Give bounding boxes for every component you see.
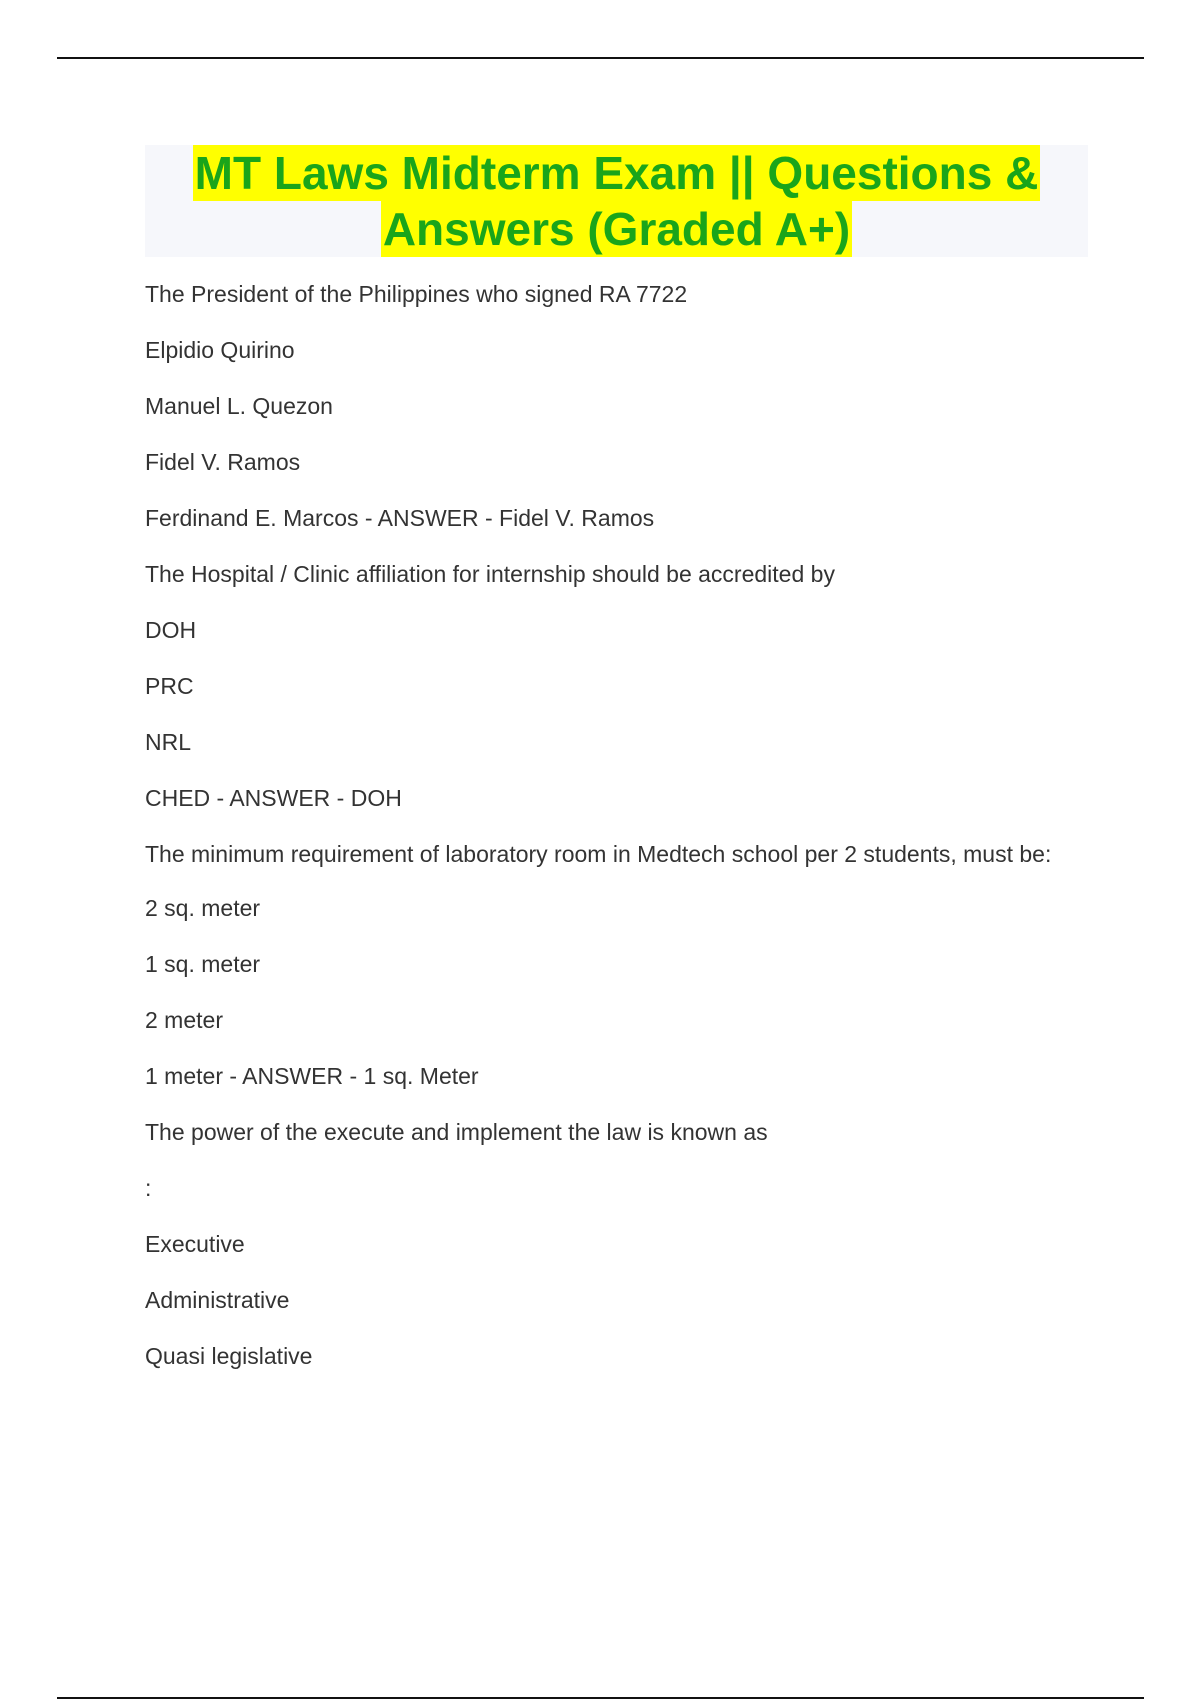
title-line-1: MT Laws Midterm Exam || Questions & — [194, 147, 1039, 199]
choice-text: Elpidio Quirino — [145, 337, 295, 363]
choice-text: PRC — [145, 673, 194, 699]
choice-text: Manuel L. Quezon — [145, 393, 333, 419]
choice-text: 2 sq. meter — [145, 895, 261, 921]
colon-line: : — [145, 1175, 152, 1201]
bottom-rule — [57, 1697, 1144, 1699]
choice-text: 1 sq. meter — [145, 951, 261, 977]
choice-text: Fidel V. Ramos — [145, 449, 301, 475]
choice-text: NRL — [145, 729, 192, 755]
question-text: The President of the Philippines who signed RA 7722 — [145, 281, 688, 307]
title-line-2: Answers (Graded A+) — [382, 203, 851, 255]
answer-line: Ferdinand E. Marcos - ANSWER - Fidel V. Ramos — [145, 505, 655, 531]
question-text: The minimum requirement of laboratory room in Medtech school per 2 students, must be: — [145, 841, 1052, 867]
answer-line: 1 meter - ANSWER - 1 sq. Meter — [145, 1063, 479, 1089]
choice-text: DOH — [145, 617, 197, 643]
choice-text: Executive — [145, 1231, 245, 1257]
choice-text: Administrative — [145, 1287, 290, 1313]
question-text: The power of the execute and implement the law is known as — [145, 1119, 768, 1145]
choice-text: Quasi legislative — [145, 1343, 313, 1369]
document-title — [145, 145, 1088, 257]
question-text: The Hospital / Clinic affiliation for internship should be accredited by — [145, 561, 835, 587]
answer-line: CHED - ANSWER - DOH — [145, 785, 402, 811]
choice-text: 2 meter — [145, 1007, 223, 1033]
top-rule — [57, 57, 1144, 59]
document-body — [145, 280, 1085, 1398]
